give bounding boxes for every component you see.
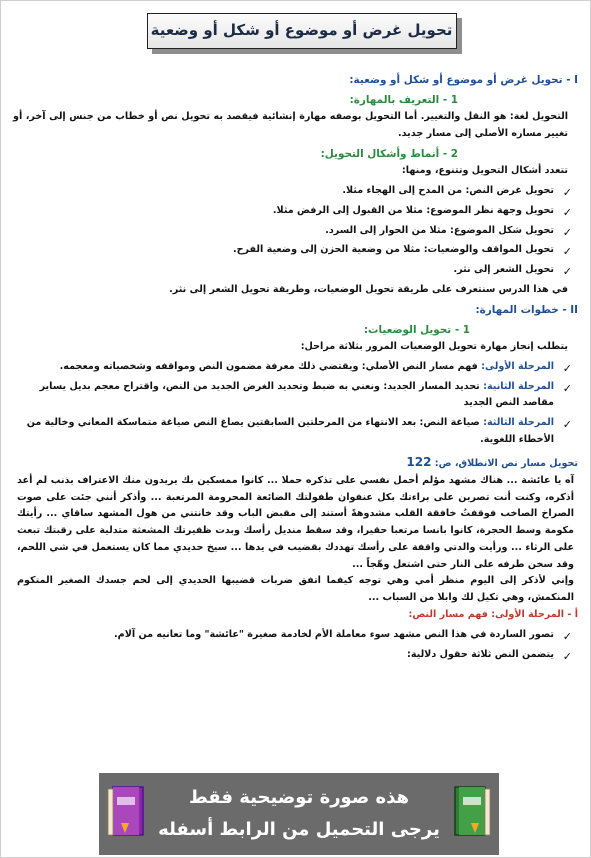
checkmark-icon: ✓ bbox=[562, 361, 572, 375]
checkmark-icon: ✓ bbox=[562, 629, 572, 643]
list-item: ✓ المرحلة الثالثة: صياغة النص: بعد الانتهاء من المرحلتين السابقتين يصاغ النص صياغة متماسكة المعاني وخالية من الأخطاء اللغوية. bbox=[26, 417, 572, 445]
section-2-heading: II - خطوات المهارة: bbox=[475, 303, 578, 316]
checkmark-icon: ✓ bbox=[562, 381, 572, 395]
list-item: ✓ المرحلة الأولى: فهم مسار النص الأصلي: ويقتضي ذلك معرفة مضمون النص ومواقفه وشخصياته ومعجمه. bbox=[13, 359, 554, 376]
checkmark-icon: ✓ bbox=[562, 418, 572, 432]
list-item: ✓ المرحلة الثانية: تحديد المسار الجديد: ونعني به ضبط وتحديد الغرض الجديد من النص، واقتراح معجم بديل يساير مقاصد النص الجديد bbox=[39, 380, 572, 409]
list-item: ✓ تحويل وجهة نظر الموضوع: مثلا من القبول إلى الرفض مثلا. bbox=[13, 203, 554, 220]
definition-text: التحويل لغة: هو النقل والتغيير. أما التحويل بوصفه مهارة إنشائية فيقصد به تحويل نص أو خطاب من جنس إلى آخر، أو تغيير مساره الأصلي إلى مسار جديد. bbox=[13, 111, 568, 140]
list-item: ✓ يتضمن النص ثلاثة حقول دلالية: bbox=[13, 647, 554, 664]
checkmark-icon: ✓ bbox=[562, 225, 572, 239]
banner-line-2: يرجى التحميل من الرابط أسفله bbox=[158, 819, 440, 840]
lesson-note: في هذا الدرس سنتعرف على طريقة تحويل الوضعيات، وطريقة تحويل الشعر إلى نثر. bbox=[169, 283, 568, 295]
book-icon bbox=[451, 783, 493, 841]
list-item: ✓ تصور الساردة في هذا النص مشهد سوء معاملة الأم لخادمة صغيرة "عائشة" وما تعانيه من آلام. bbox=[13, 627, 554, 644]
page-title: تحويل غرض أو موضوع أو شكل أو وضعية bbox=[147, 13, 457, 49]
section-2-1-heading: 1 - تحويل الوضعيات: bbox=[363, 323, 470, 336]
stage-one-list bbox=[13, 627, 578, 664]
source-text-paragraph-2: وإني لأذكر إلى اليوم منظر أمي وهي توجه كيفما اتفق ضربات قضيبها الحديدي إلى لحم جسدك الصغير المتكوم المنكمش، وهي تكيل لك وابلا من السباب ... bbox=[17, 575, 574, 604]
list-item: ✓ تحويل غرض النص: من المدح إلى الهجاء مثلا. bbox=[13, 183, 554, 200]
types-list bbox=[13, 183, 578, 279]
section-1-heading: I - تحويل غرض أو موضوع أو شكل أو وضعية: bbox=[349, 74, 578, 86]
checkmark-icon: ✓ bbox=[562, 245, 572, 259]
stage-label: المرحلة الثالثة: bbox=[483, 417, 554, 429]
preview-watermark-banner bbox=[99, 773, 499, 855]
book-icon bbox=[105, 783, 147, 841]
section-1-2-heading: 2 - أنماط وأشكال التحويل: bbox=[320, 147, 458, 160]
banner-line-1: هذه صورة توضيحية فقط bbox=[189, 787, 410, 808]
stage-label: المرحلة الثانية: bbox=[483, 380, 554, 392]
application-heading: تحويل مسار نص الانطلاق، ص: 122 bbox=[406, 454, 578, 469]
list-item: ✓ تحويل المواقف والوضعيات: مثلا من وضعية الحزن إلى وضعية الفرح. bbox=[13, 242, 554, 259]
checkmark-icon: ✓ bbox=[562, 205, 572, 219]
stages-list bbox=[13, 359, 578, 449]
checkmark-icon: ✓ bbox=[562, 185, 572, 199]
list-item: ✓ تحويل الشعر إلى نثر. bbox=[13, 262, 554, 279]
checkmark-icon: ✓ bbox=[562, 265, 572, 279]
page-number: 122 bbox=[406, 454, 432, 469]
checkmark-icon: ✓ bbox=[562, 649, 572, 663]
stage-one-heading: أ - المرحلة الأولى: فهم مسار النص: bbox=[408, 608, 578, 620]
section-1-1-heading: 1 - التعريف بالمهارة: bbox=[349, 94, 458, 107]
stage-label: المرحلة الأولى: bbox=[481, 360, 554, 372]
list-item: ✓ تحويل شكل الموضوع: مثلا من الحوار إلى السرد. bbox=[13, 223, 554, 240]
stages-intro: يتطلب إنجاز مهارة تحويل الوضعيات المرور بثلاثة مراحل: bbox=[300, 341, 568, 353]
types-intro: تتعدد أشكال التحويل وتتنوع، ومنها: bbox=[401, 165, 568, 177]
source-text-paragraph-1: آه يا عائشة ... هناك مشهد مؤلم أحمل نفسي على تذكره حملا ... كانوا ممسكين بك يريدون منك الاعتراف بذنب لم أعد أذكره، وكنت أنت تصرين على براءتك بكل عنفوان طفولتك الضائعة المحرومة المرتعبة ... وأذكر أنني جئت على صوت الصراخ الصاخب فوقفتُ خافقة القلب مشدوهةً أستند إلى مقبض الباب وقد خانتني من هول المشهد ساقاي ... رأيتك مكومة وسط الحجرة، كانوا بانسا مرتعبا حقيرا، وقد سقط منديل رأسك وبدت ظفيرتك المشعثة متدلية على رقبتك تبعث على الرثاء ... ورأيت والدتي واقفة على رأسك تهددك بقضيب في يدها ... سيخ حديدي مما كان يستعمل في شي اللحم، وقد سخن طرفه على النار حتى اشتعل وهّجاً ... bbox=[17, 474, 574, 570]
